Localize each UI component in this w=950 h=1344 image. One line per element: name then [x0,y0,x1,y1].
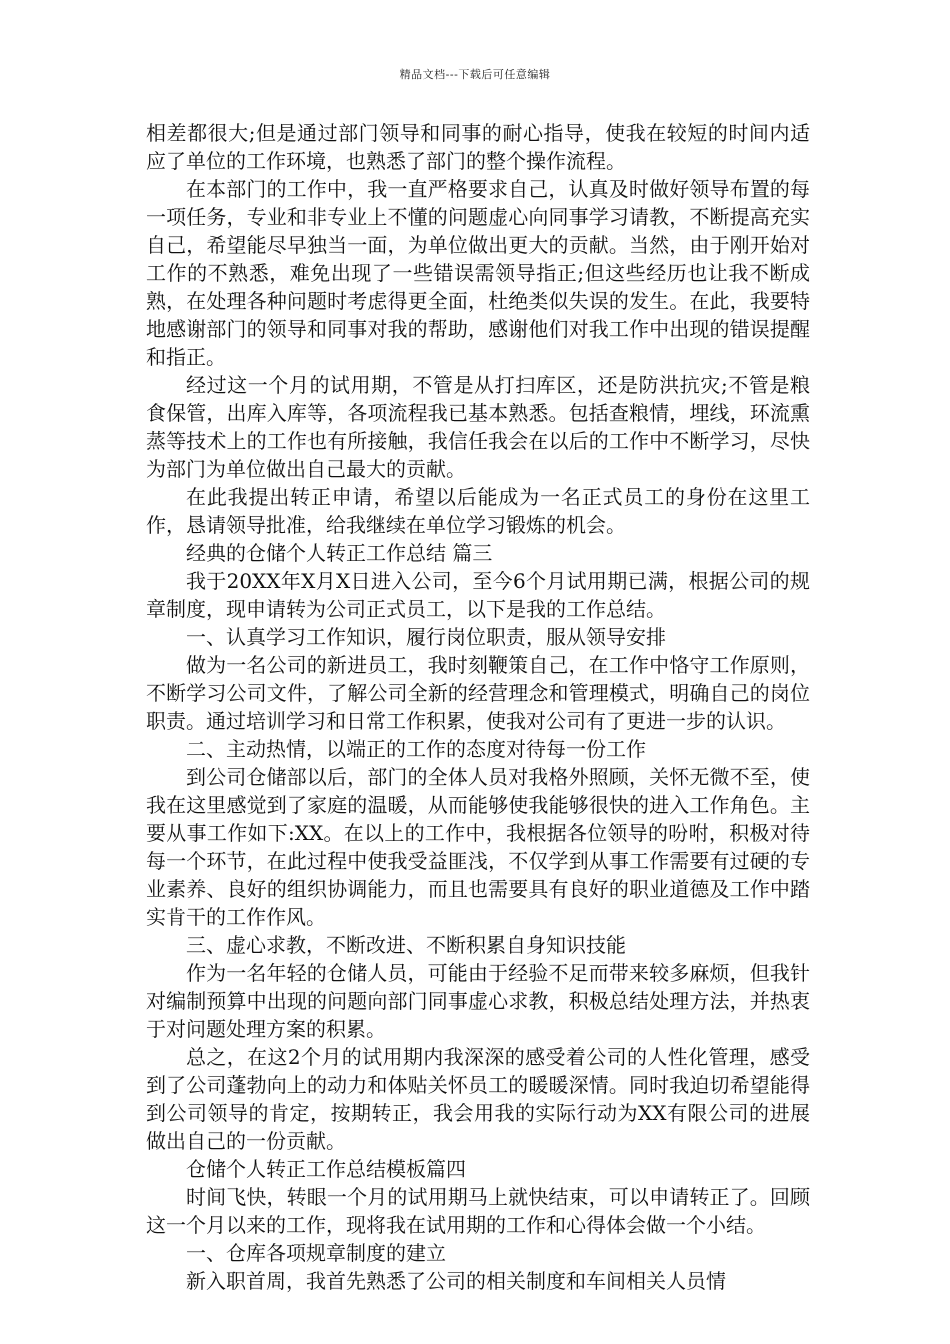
paragraph: 新入职首周，我首先熟悉了公司的相关制度和车间相关人员情 [186,1269,726,1293]
document-body [146,119,810,1295]
section-heading: 一、仓库各项规章制度的建立 [186,1241,446,1265]
section-title: 仓储个人转正工作总结模板篇四 [186,1157,466,1181]
paragraph: 我于20XX年X月X日进入公司，至今6个月试用期已满，根据公司的规章制度，现申请转为公司正式员工，以下是我的工作总结。 [146,569,810,621]
section-title: 经典的仓储个人转正工作总结 篇三 [186,541,493,565]
paragraph: 做为一名公司的新进员工，我时刻鞭策自己，在工作中恪守工作原则，不断学习公司文件，了解公司全新的经营理念和管理模式，明确自己的岗位职责。通过培训学习和日常工作积累，使我对公司有了更进一步的认识。 [146,653,810,733]
paragraph: 在本部门的工作中，我一直严格要求自己，认真及时做好领导布置的每一项任务，专业和非专业上不懂的问题虚心向同事学习请教，不断提高充实自己，希望能尽早独当一面，为单位做出更大的贡献。当然，由于刚开始对工作的不熟悉，难免出现了一些错误需领导指正;但这些经历也让我不断成熟，在处理各种问题时考虑得更全面，杜绝类似失误的发生。在此，我要特地感谢部门的领导和同事对我的帮助，感谢他们对我工作中出现的错误提醒和指正。 [146,177,810,369]
paragraph: 总之，在这2个月的试用期内我深深的感受着公司的人性化管理，感受到了公司蓬勃向上的动力和体贴关怀员工的暖暖深情。同时我迫切希望能得到公司领导的肯定，按期转正，我会用我的实际行动为XX有限公司的进展做出自己的一份贡献。 [146,1045,810,1153]
section-heading: 二、主动热情，以端正的工作的态度对待每一份工作 [186,737,646,761]
paragraph: 相差都很大;但是通过部门领导和同事的耐心指导，使我在较短的时间内适应了单位的工作环境，也熟悉了部门的整个操作流程。 [146,121,810,173]
paragraph: 作为一名年轻的仓储人员，可能由于经验不足而带来较多麻烦，但我针对编制预算中出现的问题向部门同事虚心求教，积极总结处理方法，并热衷于对问题处理方案的积累。 [146,961,810,1041]
paragraph: 经过这一个月的试用期，不管是从打扫库区，还是防洪抗灾;不管是粮食保管，出库入库等，各项流程我已基本熟悉。包括查粮情，埋线，环流熏蒸等技术上的工作也有所接触，我信任我会在以后的工作中不断学习，尽快为部门为单位做出自己最大的贡献。 [146,373,810,481]
section-heading: 一、认真学习工作知识，履行岗位职责，服从领导安排 [186,625,666,649]
section-heading: 三、虚心求教，不断改进、不断积累自身知识技能 [186,933,626,957]
paragraph: 到公司仓储部以后，部门的全体人员对我格外照顾，关怀无微不至，使我在这里感觉到了家庭的温暖，从而能够使我能够很快的进入工作角色。主要从事工作如下:XX。在以上的工作中，我根据各位领导的吩咐，积极对待每一个环节，在此过程中使我受益匪浅，不仅学到从事工作需要有过硬的专业素养、良好的组织协调能力，而且也需要具有良好的职业道德及工作中踏实肯干的工作作风。 [146,765,810,929]
paragraph: 在此我提出转正申请，希望以后能成为一名正式员工的身份在这里工作，恳请领导批准，给我继续在单位学习锻炼的机会。 [146,485,810,537]
paragraph: 时间飞快，转眼一个月的试用期马上就快结束，可以申请转正了。回顾这一个月以来的工作，现将我在试用期的工作和心得体会做一个小结。 [146,1185,810,1237]
page-header: 精品文档---下载后可任意编辑 [399,68,551,81]
